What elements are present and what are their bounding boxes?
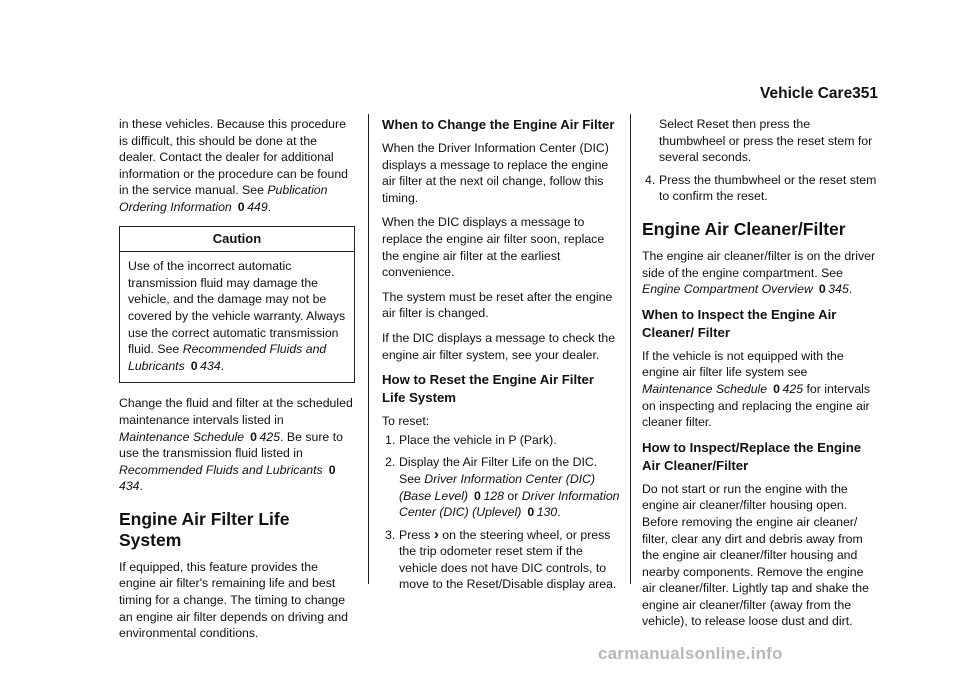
- subsection-heading: How to Reset the Engine Air Filter Life System: [382, 372, 594, 406]
- list-item: 2. Display the Air Filter Life on the DIC. See Driver Information Center (DIC) (Base Level) 0 128 or Driver Information Center (DIC) (Uplevel) 0 130.: [385, 455, 620, 520]
- page-reference[interactable]: 345: [828, 282, 849, 297]
- thumbwheel-right-icon: ›: [433, 525, 439, 543]
- page-ref-arrow-icon: 0: [474, 488, 481, 503]
- paragraph: in these vehicles. Because this procedure is difficult, this should be done at the dealer. Contact the dealer for additional information or the procedure can be found in the service manual. See Publication Ordering Information 0 449.: [119, 117, 349, 214]
- page-reference[interactable]: 130: [536, 505, 558, 520]
- column-2: [382, 116, 620, 599]
- page-ref-arrow-icon: 0: [237, 199, 245, 214]
- page-ref-arrow-icon: 0: [328, 462, 336, 477]
- caution-text: Use of the incorrect automatic transmission fluid may damage the vehicle, and the damage may not be covered by the vehicle warranty. Always use the correct automatic transmission fluid. See Recommended Fluids and Lubricants 0 434.: [128, 259, 346, 373]
- paragraph: Change the fluid and filter at the scheduled maintenance intervals listed in Maintenance Schedule 0 425. Be sure to use the transmission fluid listed in Recommended Fluids and Lubricants 0434.: [119, 396, 353, 494]
- subsection-heading: When to Change the Engine Air Filter: [382, 117, 615, 132]
- page-ref-arrow-icon: 0: [250, 429, 257, 444]
- page-ref-arrow-icon: 0: [190, 358, 198, 373]
- cross-reference[interactable]: Recommended Fluids and Lubricants: [119, 462, 323, 477]
- section-heading: Engine Air Filter Life System: [119, 508, 290, 550]
- list-item: 3. Press › on the steering wheel, or press the trip odometer reset stem if the vehicle does not have DIC controls, to move to the Reset/Disable display area.: [385, 525, 617, 592]
- page-reference[interactable]: 128: [483, 488, 504, 503]
- cross-reference[interactable]: Recommended Fluids and Lubricants: [128, 342, 327, 373]
- caution-title: Caution: [120, 231, 354, 253]
- column-3: [642, 116, 878, 638]
- page-reference[interactable]: 425: [259, 429, 281, 444]
- paragraph: The system must be reset after the engine air filter is changed.: [382, 289, 613, 321]
- steps-list: [382, 432, 620, 593]
- paragraph: If equipped, this feature provides the engine air filter's remaining life and best timing for a change. The timing to change an engine air filter depends on driving and environmental conditions.: [119, 559, 349, 641]
- list-item: 1. Place the vehicle in P (Park).: [385, 432, 557, 447]
- page-ref-arrow-icon: 0: [818, 282, 826, 297]
- cross-reference[interactable]: Maintenance Schedule: [642, 381, 768, 396]
- cross-reference[interactable]: Publication Ordering Information: [119, 183, 328, 214]
- list-item: 4. Press the thumbwheel or the reset stem to confirm the reset.: [645, 172, 877, 204]
- paragraph: When the DIC displays a message to replace the engine air filter soon, replace the engine air filter at the earliest convenience.: [382, 215, 605, 280]
- section-title: Vehicle Care: [760, 85, 853, 102]
- paragraph: Do not start or run the engine with the engine air cleaner/filter housing open. Before removing the engine air cleaner/ filter, clear any dirt and debris away from the engine air cleaner/filter housing and nearby components. Remove the engine air cleaner/filter. Lightly tap and shake the engine air cleaner/filter (away from the vehicle), to release loose dust and dirt.: [642, 481, 869, 629]
- cross-reference[interactable]: Driver Information Center (DIC) (Uplevel): [399, 488, 620, 520]
- column-divider: [630, 114, 631, 584]
- page-reference[interactable]: 434: [119, 479, 140, 494]
- steps-list: [642, 172, 878, 205]
- column-divider: [368, 114, 369, 584]
- subsection-heading: How to Inspect/Replace the Engine Air Cleaner/Filter: [642, 439, 862, 473]
- page-ref-arrow-icon: 0: [527, 505, 535, 520]
- paragraph: If the vehicle is not equipped with the engine air filter life system see Maintenance Schedule 0 425 for intervals on inspecting and replacing the engine air cleaner filter.: [642, 348, 871, 430]
- paragraph: When the Driver Information Center (DIC) displays a message to replace the engine air filter at the next oil change, follow this timing.: [382, 141, 609, 205]
- paragraph: The engine air cleaner/filter is on the driver side of the engine compartment. See Engine Compartment Overview 0 345.: [642, 248, 876, 297]
- page-reference[interactable]: 425: [782, 381, 804, 396]
- paragraph: If the DIC displays a message to check the engine air filter system, see your dealer.: [382, 330, 616, 362]
- cross-reference[interactable]: Driver Information Center (DIC) (Base Level): [399, 471, 596, 503]
- page-number: 351: [852, 85, 878, 102]
- caution-box: [119, 226, 355, 384]
- page-header: [760, 86, 878, 108]
- page-reference[interactable]: 434: [200, 358, 221, 373]
- watermark: carmanualsonline.info: [598, 644, 783, 663]
- cross-reference[interactable]: Engine Compartment Overview: [642, 282, 813, 297]
- page-reference[interactable]: 449: [247, 199, 268, 214]
- column-1: [119, 116, 355, 650]
- section-heading: Engine Air Cleaner/Filter: [642, 218, 846, 239]
- cross-reference[interactable]: Maintenance Schedule: [119, 429, 245, 444]
- subsection-heading: When to Inspect the Engine Air Cleaner/ Filter: [642, 306, 837, 340]
- list-item-continuation: Select Reset then press the thumbwheel or press the reset stem for several seconds.: [659, 117, 873, 165]
- paragraph: To reset:: [382, 414, 430, 429]
- page-ref-arrow-icon: 0: [773, 381, 780, 396]
